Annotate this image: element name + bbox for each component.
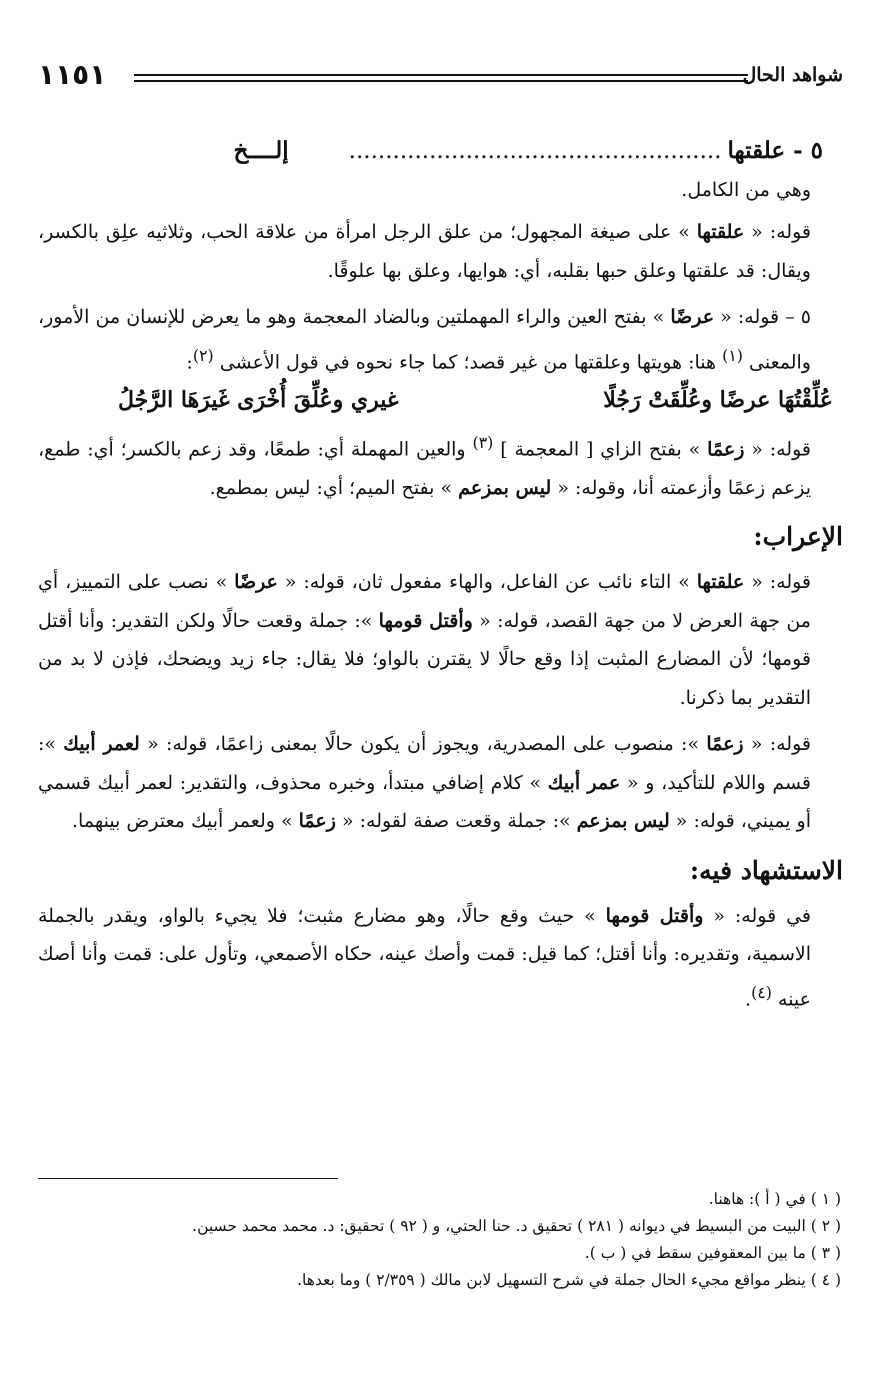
verse-first-hemistich: عُلِّقْتُهَا عرضًا وعُلِّقَتْ رَجُلًا	[603, 387, 833, 414]
footnote-3: ( ٣ ) ما بين المعقوفين سقط في ( ب ).	[584, 1244, 841, 1262]
bold-term: وأقتل قومها	[378, 609, 473, 632]
footnote-ref: (٤)	[751, 982, 772, 1002]
text-run: ٥ – قوله: «	[714, 306, 812, 328]
text-run: » التاء نائب عن الفاعل، والهاء مفعول ثان، قوله: «	[277, 571, 697, 594]
bold-term: ليس بمزعم	[576, 810, 670, 833]
footnote-4: ( ٤ ) ينظر مواقع مجيء الحال جملة في شرح التسهيل لابن مالك ( ٢/٣٥٩ ) وما بعدها.	[297, 1271, 841, 1289]
bold-term: زعمًا	[298, 810, 336, 833]
footnote-1: ( ١ ) في ( أ ): هاهنا.	[708, 1190, 841, 1208]
text-run: قوله: «	[744, 438, 811, 461]
text-run: » بفتح الزاي [ المعجمة ]	[493, 438, 708, 461]
section-heading-istishhad: الاستشهاد فيه:	[689, 855, 843, 885]
bold-term: عمر أبيك	[547, 771, 621, 794]
footnote-ref: (٣)	[472, 432, 494, 452]
paragraph-6	[38, 897, 843, 1019]
header-double-rule	[134, 74, 748, 82]
bold-term: زعمًا	[706, 733, 744, 756]
running-header	[38, 58, 843, 96]
section-heading-irab: الإعراب:	[753, 522, 843, 552]
running-title: شواهد الحال	[742, 64, 843, 86]
verse-word: علقتها	[727, 137, 786, 164]
footnote-ref: (١)	[722, 345, 743, 365]
text-run: » بفتح العين والراء المهملتين وبالضاد المعجمة وهو ما يعرض للإنسان من الأمور، والمعنى	[38, 306, 811, 373]
text-run: » على صيغة المجهول؛ من علق الرجل امرأة من علاقة الحب، وثلاثيه علِق بالكسر، ويقال: قد علقتها وعلق حبها بقلبه، أي: هوايها، وعلق بها علوقًا.	[38, 221, 811, 282]
book-page	[38, 58, 843, 1289]
paragraph-2	[38, 298, 843, 381]
text-run: » كلام إضافي مبتدأ، وخبره محذوف، والتقدير: لعمر أبيك قسمي أو يميني، قوله: «	[38, 771, 811, 833]
text-run: هنا: هويتها وعلقتها من غير قصد؛ كما جاء نحوه في قول الأعشى	[213, 350, 723, 373]
bold-term: ليس بمزعم	[458, 476, 552, 499]
text-run: قوله: «	[744, 221, 811, 243]
bold-term: زعمًا	[707, 438, 745, 461]
meter-line: وهي من الكامل.	[681, 178, 811, 201]
bold-term: عرضًا	[234, 571, 278, 594]
paragraph-1	[38, 213, 843, 290]
text-run: قوله: «	[744, 571, 812, 594]
bold-term: عرضًا	[670, 306, 715, 328]
bold-term: علقتها	[696, 571, 745, 594]
text-run: .	[745, 987, 752, 1010]
text-run: :	[186, 350, 193, 373]
verse-tail: إلــــخ	[233, 137, 289, 164]
text-run: »: جملة وقعت حالًا ولكن التقدير: وأنا أقتل قومها؛ لأن المضارع المثبت إذا وقع حالًا لا يقترن بالواو؛ فلا يقال: جاء زيد ويضحك، فإذن لا بد من التقدير بما ذكرنا.	[38, 609, 811, 709]
verse-second-hemistich: غيري وعُلِّقَ أُخْرَى غَيرَهَا الرَّجُلُ	[118, 387, 399, 414]
verse-number: ٥ -	[793, 137, 823, 164]
bold-term: علقتها	[696, 221, 745, 243]
text-run: قوله: «	[743, 733, 811, 756]
verse-title-line	[38, 132, 843, 171]
paragraph-3	[38, 424, 843, 507]
bold-term: وأقتل قومها	[605, 904, 704, 927]
text-run: » نصب على التمييز، أي من جهة العرض لا من جهة القصد، قوله: «	[38, 571, 811, 632]
text-run: » حيث وقع حالًا، وهو مضارع مثبت؛ فلا يجيء بالواو، ويقدر بالجملة الاسمية، وتقديره: وأنا أقتل؛ كما قيل: قمت وأصك عينه، حكاه الأصمعي، وتأول على: قمت وأنا أصك عينه	[38, 904, 811, 1010]
footnote-separator	[38, 1178, 338, 1179]
text-run: »: جملة وقعت صفة لقوله: «	[335, 810, 577, 833]
text-run: » بفتح الميم؛ أي: ليس بمطمع.	[209, 476, 459, 499]
footnotes	[38, 1186, 843, 1294]
poetry-verse	[38, 381, 843, 420]
paragraph-4	[38, 563, 843, 717]
bold-term: لعمر أبيك	[63, 733, 140, 756]
text-run: والعين المهملة أي: طمعًا، وقد زعم بالكسر؛ أي: طمع، يزعم زعمًا وأزعمته أنا، وقوله: «	[38, 438, 811, 499]
footnote-ref: (٢)	[192, 345, 214, 365]
verse-dots: ...................................................	[348, 138, 722, 164]
text-run: »: منصوب على المصدرية، ويجوز أن يكون حالًا بمعنى زاعمًا، قوله: «	[139, 733, 707, 756]
page-number: ١١٥١	[38, 58, 107, 91]
text-run: » ولعمر أبيك معترض بينهما.	[72, 810, 299, 833]
main-text	[38, 132, 843, 1018]
paragraph-5	[38, 725, 843, 841]
footnote-2: ( ٢ ) البيت من البسيط في ديوانه ( ٢٨١ ) تحقيق د. حنا الحتي، و ( ٩٢ ) تحقيق: د. محمد محمد حسين.	[192, 1217, 841, 1235]
text-run: »: قسم واللام للتأكيد، و «	[38, 733, 812, 794]
text-run: في قوله: «	[703, 904, 811, 927]
